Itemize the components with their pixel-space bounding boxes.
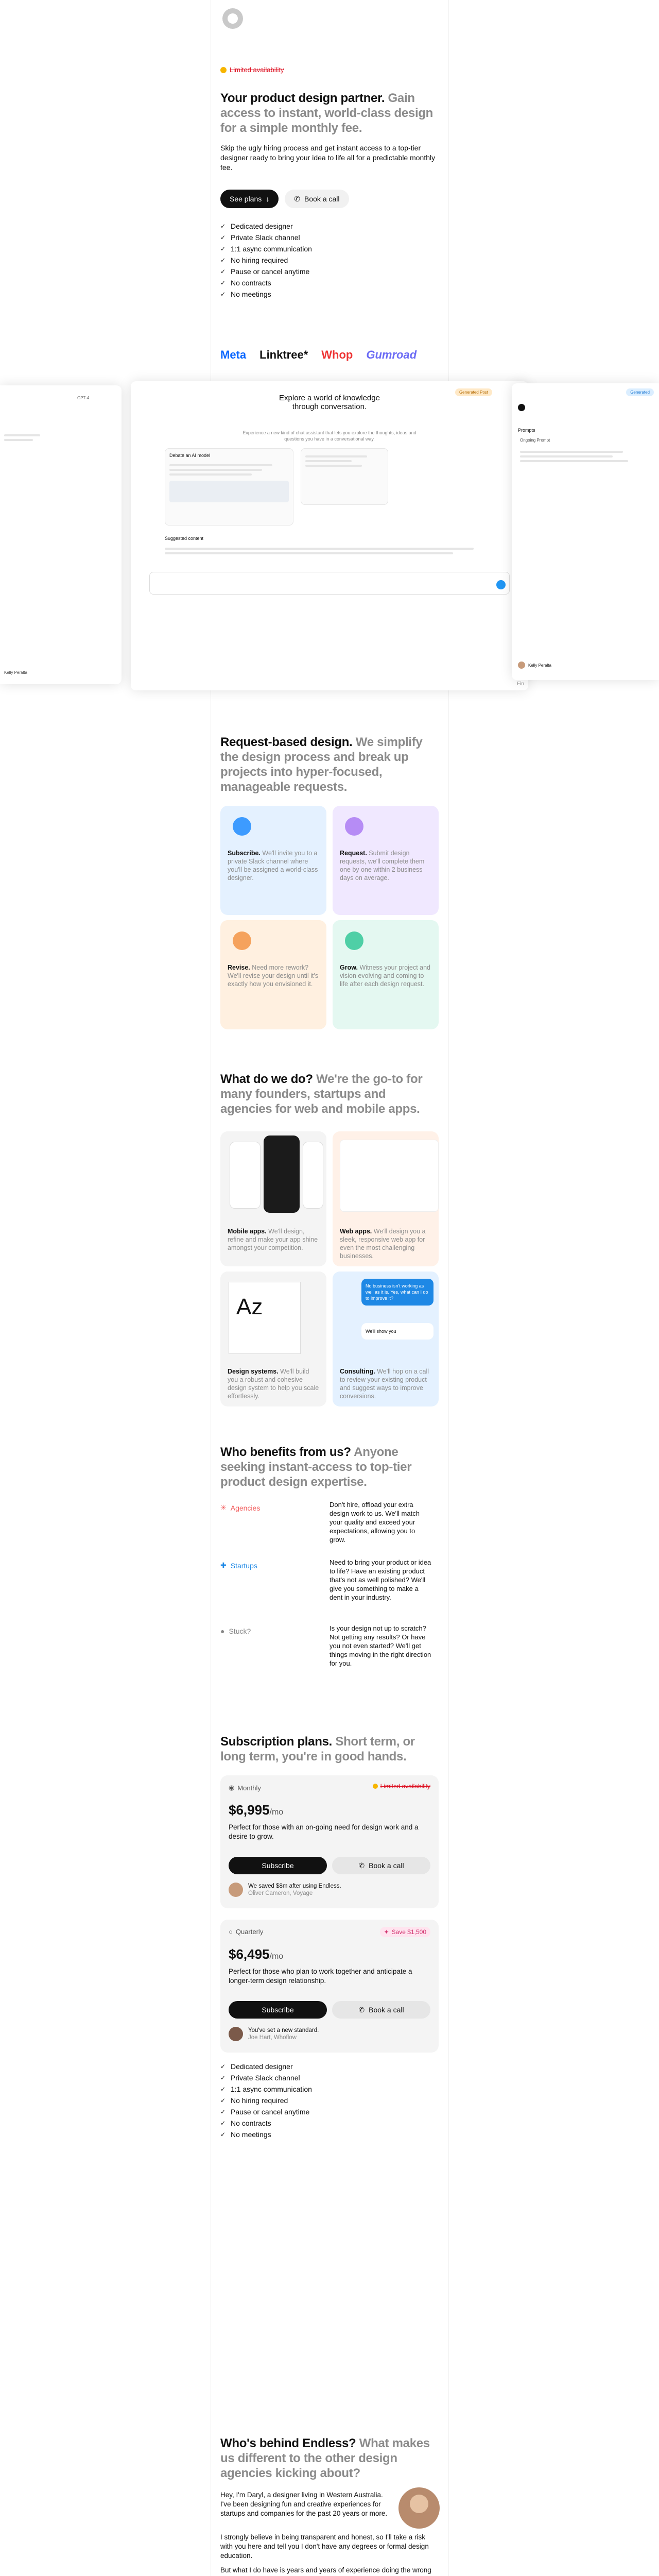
placeholder-line xyxy=(165,552,453,554)
mock-right-user xyxy=(518,662,551,669)
revise-icon xyxy=(233,931,251,950)
about-title xyxy=(220,2436,439,2481)
hero-title-muted: Gain access to instant, world-class design for a simple monthly fee. xyxy=(220,91,433,135)
mobile-apps-visual xyxy=(220,1131,326,1222)
benefit-label: Startups xyxy=(230,1561,257,1570)
benefit-agencies xyxy=(220,1503,260,1512)
mock-chat-card xyxy=(165,448,293,526)
feature-text: Private Slack channel xyxy=(231,233,300,242)
web-apps-tile xyxy=(333,1131,439,1266)
placeholder-line xyxy=(165,548,474,550)
user-name: Kelly Peralta xyxy=(528,663,551,668)
list-item xyxy=(220,255,312,266)
revise-card xyxy=(220,920,326,1029)
plan-buttons xyxy=(229,1857,430,1874)
card-bold: Request. xyxy=(340,850,367,857)
phone-mock-1 xyxy=(230,1142,261,1209)
check-icon: ✓ xyxy=(220,2108,226,2115)
mock-side-card xyxy=(301,448,388,505)
avatar-dot-icon xyxy=(518,404,525,411)
mock-image-placeholder xyxy=(169,481,289,502)
plan-badge xyxy=(380,1927,430,1937)
founder-avatar xyxy=(398,2487,440,2529)
tile-bold: Consulting. xyxy=(340,1368,375,1375)
feature-text: Pause or cancel anytime xyxy=(231,267,310,276)
subscribe-button[interactable]: Subscribe xyxy=(229,2001,327,2019)
check-icon: ✓ xyxy=(220,245,226,252)
plan-testimonial xyxy=(229,1883,341,1897)
title-dark: Subscription plans. xyxy=(220,1735,332,1749)
placeholder-line xyxy=(169,469,262,471)
tag-icon: ✦ xyxy=(384,1928,389,1936)
benefit-label: Agencies xyxy=(230,1503,261,1512)
quote-author: Oliver Cameron, Voyage xyxy=(248,1890,313,1896)
list-item xyxy=(220,2072,312,2083)
monthly-plan-card xyxy=(220,1775,439,1908)
about-paragraph: I strongly believe in being transparent and honest, so I'll take a risk with you here and tell you I don't have any degrees or formal design education. xyxy=(220,2533,429,2560)
quote: We saved $8m after using Endless. xyxy=(248,1883,341,1889)
check-icon: ✓ xyxy=(220,234,226,241)
feature-text: No meetings xyxy=(231,2130,271,2139)
check-icon: ✓ xyxy=(220,279,226,286)
feature-text: No contracts xyxy=(231,2119,271,2127)
list-item xyxy=(220,221,312,232)
phone-mock-2 xyxy=(264,1136,300,1213)
card-bold: Subscribe. xyxy=(228,850,261,857)
card-body: We'll invite you to a private Slack channel where you'll be assigned a world-class designer. xyxy=(228,850,318,882)
quarterly-plan-card xyxy=(220,1920,439,2053)
book-call-button[interactable] xyxy=(332,1857,430,1874)
radio-icon: ○ xyxy=(229,1928,233,1936)
title-dark: Who benefits from us? xyxy=(220,1445,351,1459)
linktree-logo: Linktree* xyxy=(259,348,308,361)
placeholder-line xyxy=(520,460,628,462)
check-icon: ✓ xyxy=(220,2074,226,2081)
about-paragraph: But what I do have is years and years of experience doing the wrong xyxy=(220,2566,431,2574)
mock-left-lines xyxy=(4,432,45,444)
avatar xyxy=(518,662,525,669)
availability-dot-icon xyxy=(373,1784,378,1789)
card-text xyxy=(228,849,319,882)
title-muted: Short term, or long term, you're in good hands. xyxy=(220,1735,415,1764)
card-bold: Grow. xyxy=(340,964,358,971)
subscribe-icon xyxy=(233,817,251,836)
suggested-heading: Suggested content xyxy=(165,536,204,541)
tile-body: We'll hop on a call to review your existing product and suggest ways to improve conversions. xyxy=(340,1368,429,1400)
chat-bubble-received: We'll show you xyxy=(361,1323,433,1340)
request-title xyxy=(220,735,439,794)
check-icon: ✓ xyxy=(220,2086,226,2093)
pricing-title xyxy=(220,1734,439,1764)
check-icon: ✓ xyxy=(220,223,226,230)
price-value: $6,995 xyxy=(229,1802,270,1818)
list-item xyxy=(220,2061,312,2072)
check-icon: ✓ xyxy=(220,257,226,264)
benefit-startups-text: Need to bring your product or idea to life? Have an existing product that's not as well polished? We'll give you something to make a dent in your industry. xyxy=(330,1558,431,1601)
mobile-apps-tile xyxy=(220,1131,326,1266)
tile-bold: Design systems. xyxy=(228,1368,279,1375)
phone-icon: ✆ xyxy=(358,1861,365,1870)
card-body: Witness your project and vision evolving and coming to life after each design request. xyxy=(340,964,431,988)
design-systems-tile xyxy=(220,1272,326,1406)
list-item xyxy=(220,232,312,243)
placeholder-line xyxy=(520,455,613,457)
check-icon: ✓ xyxy=(220,2131,226,2138)
list-item xyxy=(220,2083,312,2095)
title-muted: We're the go-to for many founders, startups and agencies for web and mobile apps. xyxy=(220,1072,423,1116)
plan-description: Perfect for those with an on-going need for design work and a desire to grow. xyxy=(229,1823,419,1840)
whatwedo-title xyxy=(220,1072,439,1116)
list-item xyxy=(220,2106,312,2117)
tile-text xyxy=(220,1222,326,1257)
design-systems-visual xyxy=(220,1272,326,1362)
check-icon: ✓ xyxy=(220,2120,226,2127)
radio-icon: ◉ xyxy=(229,1784,235,1791)
placeholder-line xyxy=(169,464,272,466)
plan-name-text: Monthly xyxy=(237,1784,261,1792)
testimonial-text xyxy=(248,2027,319,2041)
tile-body: We'll design, refine and make your app shine amongst your competition. xyxy=(228,1228,318,1251)
list-item xyxy=(220,289,312,300)
mock-subline: Experience a new kind of chat assistant that lets you explore the thoughts, ideas and questions you have in a conversational way. xyxy=(242,430,417,442)
book-call-label: Book a call xyxy=(369,1861,404,1870)
price-value: $6,495 xyxy=(229,1946,270,1962)
plan-badge xyxy=(373,1783,430,1790)
list-item xyxy=(220,277,312,289)
check-icon: ✓ xyxy=(220,2097,226,2104)
card-text xyxy=(340,849,431,882)
placeholder-line xyxy=(305,465,362,467)
mock-chat-card-title: Debate an AI model xyxy=(169,453,211,458)
card-text xyxy=(228,963,319,988)
plan-description: Perfect for those who plan to work together and anticipate a longer-term design relationship. xyxy=(229,1968,412,1985)
feature-text: Dedicated designer xyxy=(231,2062,293,2071)
feature-text: No hiring required xyxy=(231,256,288,264)
mock-caption: Fin xyxy=(517,681,524,687)
benefit-stuck-text: Is your design not up to scratch? Not getting any results? Or have you not even started? We'll get things moving in the right direction for you. xyxy=(330,1624,431,1667)
circle-icon: ● xyxy=(220,1627,225,1635)
list-item xyxy=(220,2117,312,2129)
tile-bold: Web apps. xyxy=(340,1228,372,1235)
list-item xyxy=(220,266,312,277)
sparkle-icon: ✳ xyxy=(220,1503,227,1512)
client-logos xyxy=(220,348,439,362)
feature-text: No contracts xyxy=(231,279,271,287)
tile-text xyxy=(333,1222,439,1265)
plus-star-icon: ✚ xyxy=(220,1561,227,1569)
generated-post-tag: Generated Post xyxy=(455,388,492,396)
title-muted: Anyone seeking instant-access to top-tier product design expertise. xyxy=(220,1445,412,1489)
feature-text: Dedicated designer xyxy=(231,222,293,230)
prompt-list xyxy=(520,448,638,465)
subscribe-button[interactable]: Subscribe xyxy=(229,1857,327,1874)
hero-title-dark: Your product design partner. xyxy=(220,91,385,105)
subscribe-card xyxy=(220,806,326,915)
tile-body: We'll design you a sleek, responsive web app for even the most challenging businesses. xyxy=(340,1228,426,1260)
about-paragraph: Hey, I'm Daryl, a designer living in Western Australia. I've been designing fun and creative experiences for startups and companies for the past 20 years or more. xyxy=(220,2491,388,2517)
title-dark: Request-based design. xyxy=(220,735,353,749)
plan-badge-text: Save $1,500 xyxy=(391,1928,426,1936)
web-apps-visual xyxy=(333,1131,439,1222)
feature-text: Pause or cancel anytime xyxy=(231,2108,310,2116)
plan-testimonial xyxy=(229,2027,319,2041)
grow-card xyxy=(333,920,439,1029)
mock-screen-center xyxy=(131,381,528,690)
prompts-title: Prompts xyxy=(518,428,535,433)
testimonial-text xyxy=(248,1883,341,1897)
hero-title xyxy=(220,91,439,135)
check-icon: ✓ xyxy=(220,291,226,298)
feature-text: 1:1 async communication xyxy=(231,2085,312,2093)
typography-card: Az xyxy=(229,1282,301,1354)
title-muted: What makes us different to the other design agencies kicking about? xyxy=(220,2436,430,2480)
plan-price xyxy=(229,1946,283,1962)
plan-buttons xyxy=(229,2001,430,2019)
avatar xyxy=(229,2027,243,2041)
browser-mock xyxy=(340,1140,439,1212)
generated-tag: Generated xyxy=(626,388,654,396)
consulting-tile xyxy=(333,1272,439,1406)
mock-left-user: Kelly Peralta xyxy=(4,670,27,675)
book-call-button[interactable] xyxy=(332,2001,430,2019)
see-plans-label: See plans xyxy=(230,195,262,203)
plan-price xyxy=(229,1802,283,1818)
model-badge: GPT-4 xyxy=(77,396,90,400)
card-text xyxy=(340,963,431,988)
plan-name-text: Quarterly xyxy=(235,1928,264,1936)
benefit-startups xyxy=(220,1561,257,1570)
title-dark: What do we do? xyxy=(220,1072,313,1086)
check-icon: ✓ xyxy=(220,2063,226,2070)
chat-bubble-sent: No business isn't working as well as it is. Yes, what can I do to improve it? xyxy=(361,1279,433,1306)
placeholder-line xyxy=(305,460,352,462)
benefit-agencies-text: Don't hire, offload your extra design work to us. We'll match your quality and exceed your expectations, allowing you to grow. xyxy=(330,1501,420,1544)
grow-icon xyxy=(345,931,363,950)
title-muted: We simplify the design process and break up projects into hyper-focused, manageable requests. xyxy=(220,735,423,794)
placeholder-line xyxy=(520,451,623,453)
price-period: /mo xyxy=(269,1808,284,1817)
card-bold: Revise. xyxy=(228,964,250,971)
benefits-title xyxy=(220,1445,439,1489)
placeholder-line xyxy=(4,439,33,441)
quote: You've set a new standard. xyxy=(248,2027,319,2033)
mock-headline: Explore a world of knowledge through conversation. xyxy=(279,394,380,411)
meta-logo: Meta xyxy=(220,348,247,361)
see-plans-button[interactable] xyxy=(220,190,279,208)
benefit-stuck xyxy=(220,1627,251,1635)
gumroad-logo: Gumroad xyxy=(366,348,417,361)
pricing-feature-list xyxy=(220,2061,312,2140)
availability-text: Limited availability xyxy=(230,66,284,74)
plan-name xyxy=(229,1784,261,1792)
book-call-label: Book a call xyxy=(304,195,340,203)
list-item xyxy=(220,2095,312,2106)
tile-body: We'll build you a robust and cohesive design system to help you scale effortlessly. xyxy=(228,1368,319,1400)
phone-icon: ✆ xyxy=(294,194,301,203)
request-card xyxy=(333,806,439,915)
tile-text xyxy=(220,1362,326,1405)
mock-chat-input[interactable] xyxy=(149,572,510,595)
plan-badge-text: Limited availability xyxy=(380,1783,430,1790)
phone-mock-3 xyxy=(303,1142,323,1209)
request-icon xyxy=(345,817,363,836)
card-body: Submit design requests, we'll complete them one by one within 2 business days on average. xyxy=(340,850,425,882)
ongoing-prompt: Ongoing Prompt xyxy=(520,438,550,443)
book-call-button[interactable] xyxy=(285,190,349,208)
feature-text: Private Slack channel xyxy=(231,2074,300,2082)
arrow-down-icon: ↓ xyxy=(266,195,270,203)
mock-screen-right xyxy=(512,383,659,680)
card-body: Need more rework? We'll revise your design until it's exactly how you envisioned it. xyxy=(228,964,319,988)
whop-logo: Whop xyxy=(321,348,353,361)
list-item xyxy=(220,243,312,255)
availability-badge xyxy=(220,66,284,74)
feature-text: No meetings xyxy=(231,290,271,298)
list-item xyxy=(220,2129,312,2140)
send-icon[interactable] xyxy=(496,580,506,589)
tile-bold: Mobile apps. xyxy=(228,1228,267,1235)
title-dark: Who's behind Endless? xyxy=(220,2436,356,2450)
book-call-label: Book a call xyxy=(369,2006,404,2014)
mock-screen-left xyxy=(0,385,122,684)
placeholder-line xyxy=(305,455,367,457)
brand-logo-icon[interactable] xyxy=(222,8,243,29)
hero-description: Skip the ugly hiring process and get instant access to a top-tier designer ready to bring your idea to life all for a predictable monthly fee. xyxy=(220,144,436,172)
hero-feature-list xyxy=(220,221,312,300)
quote-author: Joe Hart, Whoflow xyxy=(248,2035,297,2041)
price-period: /mo xyxy=(269,1952,284,1961)
hero-buttons xyxy=(220,190,349,208)
phone-icon: ✆ xyxy=(358,2005,365,2014)
tile-text xyxy=(333,1362,439,1405)
feature-text: No hiring required xyxy=(231,2096,288,2105)
check-icon: ✓ xyxy=(220,268,226,275)
avatar xyxy=(229,1883,243,1897)
suggested-list xyxy=(165,545,494,557)
placeholder-line xyxy=(169,473,252,476)
feature-text: 1:1 async communication xyxy=(231,245,312,253)
benefit-label: Stuck? xyxy=(229,1627,251,1635)
consulting-visual xyxy=(333,1272,439,1362)
placeholder-line xyxy=(4,434,40,436)
availability-dot-icon xyxy=(220,67,227,73)
plan-name xyxy=(229,1928,263,1936)
